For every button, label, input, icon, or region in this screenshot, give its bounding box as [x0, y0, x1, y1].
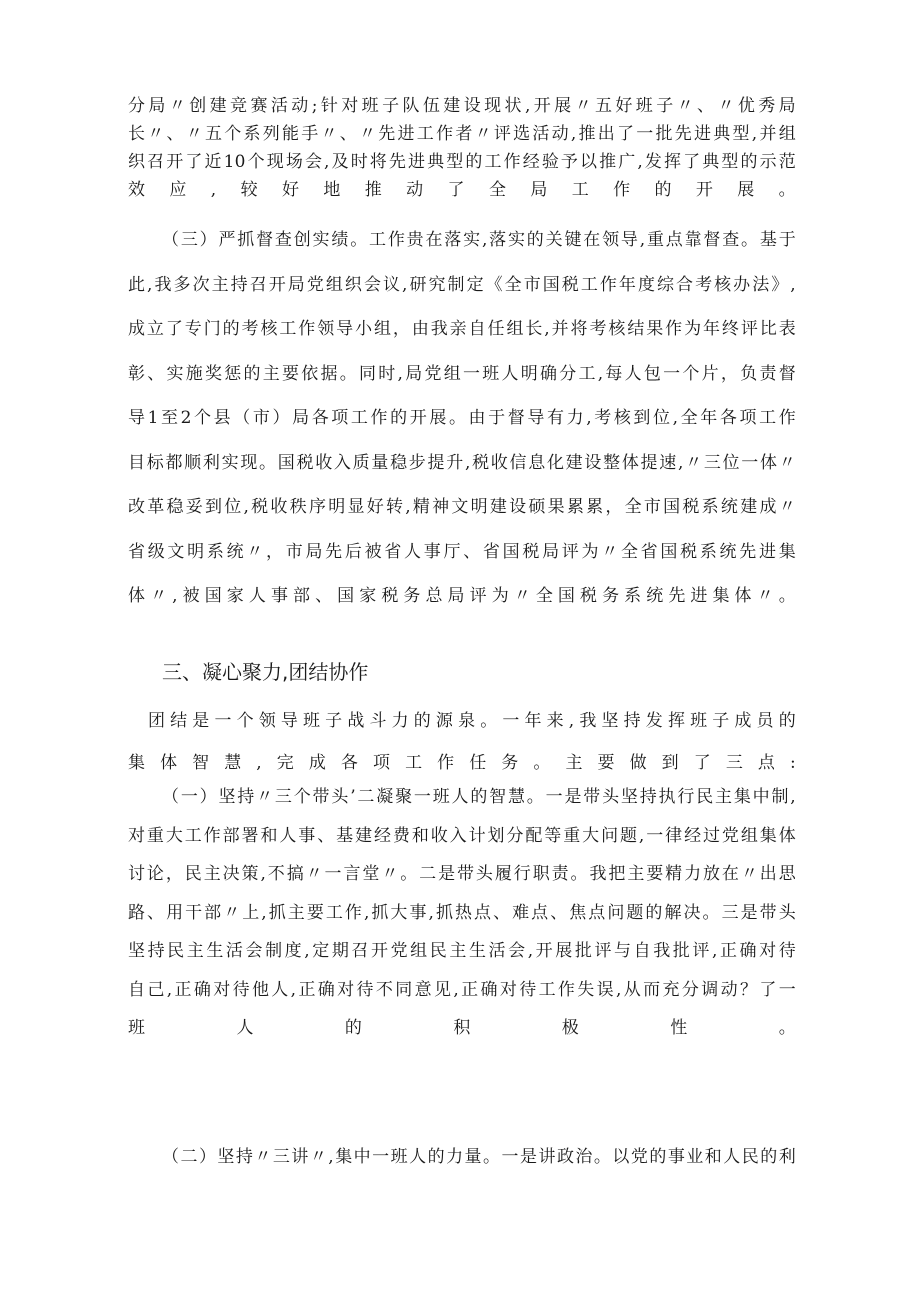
text-line: 坚持民主生活会制度,定期召开党组民主生活会,开展批评与自我批评,正确对待 [128, 941, 796, 961]
text-line: 目标都顺利实现。国税收入质量稳步提升,税收信息化建设整体提速,〃三位一体〃 [128, 452, 796, 473]
text-line: 集体智慧,完成各项工作任务。主要做到了三点: [128, 753, 796, 773]
text-line: 分局〃创建竞赛活动;针对班子队伍建设现状,开展〃五好班子〃、〃优秀局 [128, 96, 796, 116]
text-line: 长〃、〃五个系列能手〃、〃先进工作者〃评选活动,推出了一批先进典型,并组 [128, 124, 796, 144]
paragraph-5 [128, 1138, 796, 1176]
text-line: 成立了专门的考核工作领导小组，由我亲自任组长,并将考核结果作为年终评比表 [128, 319, 796, 339]
text-line: 班人的积极性。 [128, 1018, 796, 1038]
text-line: （三）严抓督查创实绩。工作贵在落实,落实的关键在领导,重点靠督查。基于 [162, 230, 796, 250]
paragraph-4 [128, 778, 796, 1048]
section-heading: 三、凝心聚力,团结协作 [162, 660, 369, 684]
text-line: 彰、实施奖惩的主要依据。同时,局党组一班人明确分工,每人包一个片，负责督 [128, 363, 796, 384]
text-line: 体〃,被国家人事部、国家税务总局评为〃全国税务系统先进集体〃。 [128, 586, 796, 606]
text-line: 团结是一个领导班子战斗力的源泉。一年来,我坚持发挥班子成员的 [148, 711, 796, 731]
text-line: （二）坚持〃三讲〃,集中一班人的力量。一是讲政治。以党的事业和人民的利 [162, 1147, 796, 1167]
text-line: 此,我多次主持召开局党组织会议,研究制定《全市国税工作年度综合考核办法》, [128, 274, 796, 295]
text-line: 织召开了近10个现场会,及时将先进典型的工作经验予以推广,发挥了典型的示范 [128, 152, 796, 172]
text-line: 路、用干部〃上,抓主要工作,抓大事,抓热点、难点、焦点问题的解决。三是带头 [128, 902, 796, 923]
paragraph-2 [128, 218, 796, 619]
text-line: （一）坚持〃三个带头’二凝聚一班人的智慧。一是带头坚持执行民主集中制, [162, 787, 796, 807]
text-line: 自己,正确对待他人,正确对待不同意见,正确对待工作失误,从而充分调动？了一 [128, 979, 796, 1000]
text-line: 讨论，民主决策,不搞〃一言堂〃。二是带头履行职责。我把主要精力放在〃出思 [128, 864, 796, 884]
text-line: 导1至2个县（市）局各项工作的开展。由于督导有力,考核到位,全年各项工作 [128, 408, 796, 428]
text-line: 效应,较好地推动了全局工作的开展。 [128, 180, 796, 200]
text-line: 省级文明系统〃，市局先后被省人事厅、省国税局评为〃全省国税系统先进集 [128, 541, 796, 562]
paragraph-1 [128, 92, 796, 204]
paragraph-3 [128, 700, 796, 784]
text-line: 改革稳妥到位,税收秩序明显好转,精神文明建设硕果累累，全市国税系统建成〃 [128, 497, 796, 517]
text-line: 对重大工作部署和人事、基建经费和收入计划分配等重大问题,一律经过党组集体 [128, 825, 796, 846]
